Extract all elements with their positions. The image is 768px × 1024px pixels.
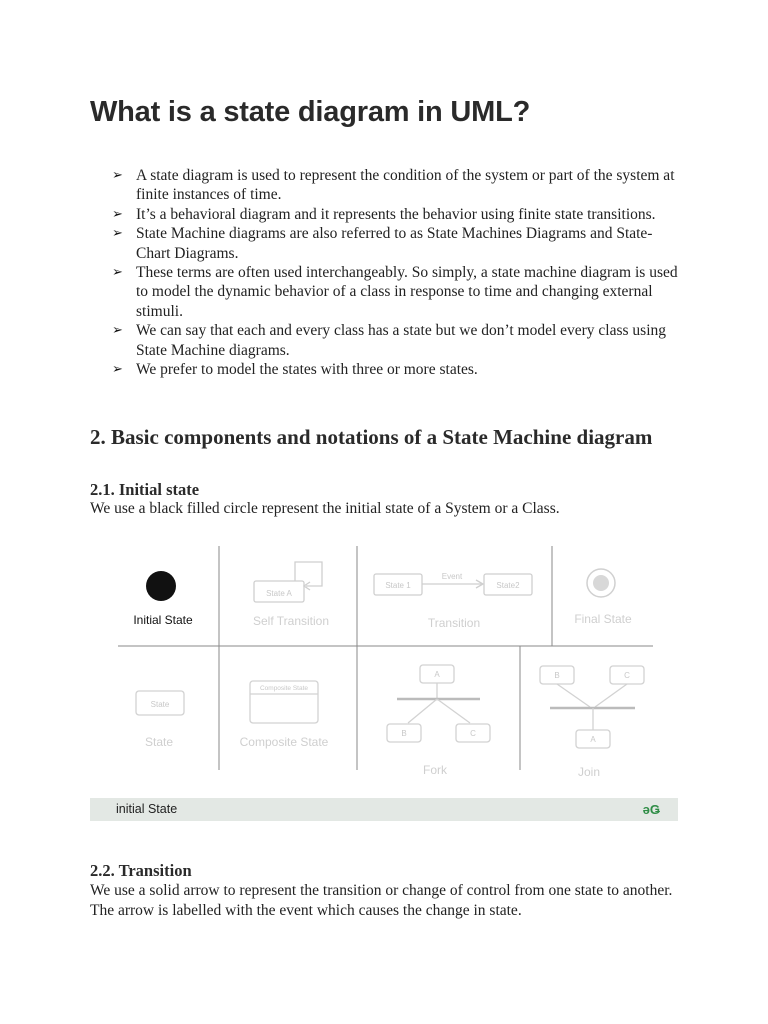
subsection-heading-transition: 2.2. Transition bbox=[90, 861, 192, 880]
subsection-heading-initial-state: 2.1. Initial state bbox=[90, 480, 200, 499]
arrow-bullet-icon: ➢ bbox=[112, 226, 123, 242]
list-item bbox=[112, 205, 682, 224]
event-label: Event bbox=[441, 572, 463, 581]
composite-state-box-label: Composite State bbox=[259, 685, 309, 692]
bullet-text: We prefer to model the states with three or more states. bbox=[136, 361, 478, 379]
state2-box-label: State2 bbox=[496, 581, 520, 590]
figure-caption-bar bbox=[90, 798, 678, 821]
state-box-label: State bbox=[150, 700, 170, 709]
bullet-list bbox=[112, 166, 682, 379]
arrow-bullet-icon: ➢ bbox=[112, 206, 123, 222]
bullet-text: These terms are often used interchangeably. So simply, a state machine diagram is used to model the dynamic behavior of a class in response to time and changing external stimuli. bbox=[136, 264, 678, 320]
join-b-label: B bbox=[554, 671, 560, 680]
join-c-label: C bbox=[624, 671, 630, 680]
transition-paragraph: We use a solid arrow to represent the transition or change of control from one state to another. The arrow is labelled with the event which causes the change in state. bbox=[90, 882, 673, 919]
state-a-box-label: State A bbox=[266, 589, 292, 598]
page-title: What is a state diagram in UML? bbox=[90, 96, 531, 128]
state1-box-label: State 1 bbox=[385, 581, 411, 590]
initial-state-dot-icon bbox=[146, 571, 176, 601]
grid-lines bbox=[118, 546, 653, 770]
arrow-bullet-icon: ➢ bbox=[112, 323, 123, 339]
uml-notation-figure bbox=[90, 540, 678, 790]
state-label: State bbox=[144, 735, 174, 749]
fork-b-label: B bbox=[401, 729, 407, 738]
bullet-text: State Machine diagrams are also referred to as State Machines Diagrams and State-Chart Diagrams. bbox=[136, 225, 653, 262]
join-a-label: A bbox=[590, 735, 596, 744]
final-state-label: Final State bbox=[574, 612, 632, 626]
list-item bbox=[112, 224, 682, 263]
bullet-text: We can say that each and every class has a state but we don’t model every class using State Machine diagrams. bbox=[136, 322, 667, 359]
list-item bbox=[112, 166, 682, 205]
transition-label: Transition bbox=[427, 616, 481, 630]
arrow-bullet-icon: ➢ bbox=[112, 362, 123, 378]
join-label: Join bbox=[577, 765, 601, 779]
arrow-bullet-icon: ➢ bbox=[112, 265, 123, 281]
notation-grid-svg bbox=[90, 540, 678, 790]
composite-state-label: Composite State bbox=[239, 735, 329, 749]
bullet-text: It’s a behavioral diagram and it represents the behavior using finite state transitions. bbox=[136, 205, 656, 223]
initial-state-paragraph: We use a black filled circle represent the initial state of a System or a Class. bbox=[90, 500, 560, 517]
bullet-text: A state diagram is used to represent the condition of the system or part of the system at finite instances of time. bbox=[136, 167, 675, 204]
section-heading: 2. Basic components and notations of a State Machine diagram bbox=[90, 425, 653, 449]
list-item bbox=[112, 321, 682, 360]
figure-caption: initial State bbox=[116, 802, 178, 816]
fork-a-label: A bbox=[434, 670, 440, 679]
initial-state-label: Initial State bbox=[133, 613, 193, 627]
geeksforgeeks-logo-icon: ǝǤ bbox=[642, 802, 660, 817]
list-item bbox=[112, 360, 682, 379]
fork-label: Fork bbox=[423, 763, 447, 777]
arrow-bullet-icon: ➢ bbox=[112, 168, 123, 183]
final-state-dot-icon bbox=[593, 575, 609, 591]
fork-c-label: C bbox=[470, 729, 476, 738]
self-transition-label: Self Transition bbox=[252, 614, 330, 628]
list-item bbox=[112, 263, 682, 321]
